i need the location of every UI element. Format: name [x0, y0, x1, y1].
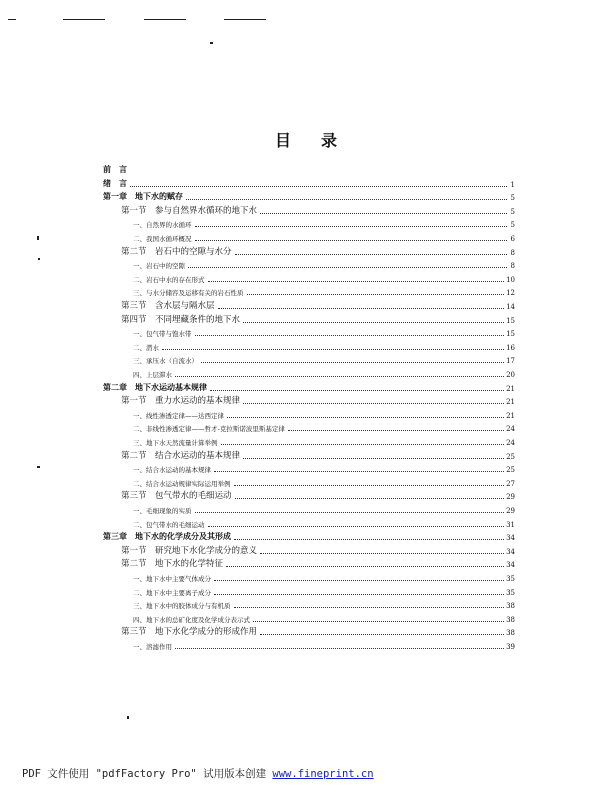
toc-entry-page: 38 — [506, 615, 515, 624]
toc-entry-page: 5 — [510, 207, 515, 216]
dot-leader — [218, 308, 505, 309]
toc-entry-title: 三、地下水中的胶体成分与有机质 — [133, 602, 231, 611]
toc-entry[interactable] — [103, 258, 515, 270]
dot-leader — [221, 444, 505, 445]
dot-leader — [195, 226, 508, 227]
toc-entry-title: 第一节 参与自然界水循环的地下水 — [121, 205, 258, 216]
toc-entry-title: 一、自然界的水循环 — [133, 221, 192, 230]
toc-entry[interactable] — [103, 449, 515, 461]
toc-entry-page: 10 — [506, 275, 515, 284]
toc-entry-page: 15 — [506, 330, 515, 339]
toc-entry-page: 38 — [506, 602, 515, 611]
toc-entry[interactable] — [103, 476, 515, 488]
dot-leader — [260, 553, 504, 554]
toc-entry-title: 第四节 不同埋藏条件的地下水 — [121, 314, 241, 325]
toc-entry-page: 34 — [506, 534, 515, 543]
toc-entry-page: 29 — [506, 493, 515, 502]
toc-entry-page: 34 — [506, 561, 515, 570]
footer-link[interactable]: www.fineprint.cn — [272, 768, 374, 780]
footer-text: PDF 文件使用 "pdfFactory Pro" 试用版本创建 — [22, 768, 273, 780]
top-rule-4 — [224, 19, 266, 20]
dot-leader — [201, 362, 504, 363]
toc-entry-title: 二、潜水 — [133, 343, 159, 352]
toc-entry-page: 24 — [506, 439, 515, 447]
scan-speck — [38, 258, 40, 260]
toc-entry-title: 三、承压水（自流水） — [133, 357, 198, 366]
toc-entry[interactable] — [103, 285, 515, 297]
toc-entry-title: 一、结合水运动的基本规律 — [133, 466, 211, 475]
toc-entry[interactable] — [103, 340, 515, 352]
page-title — [0, 128, 612, 151]
toc-entry-title: 第三节 含水层与隔水层 — [121, 301, 215, 311]
dot-leader — [195, 335, 505, 336]
toc-entry-title: 四、地下水的总矿化度及化学成分表示式 — [133, 615, 250, 624]
dot-leader — [188, 267, 507, 268]
dot-leader — [288, 430, 504, 431]
toc-entry-title: 三、地下水天然流量计算举例 — [133, 439, 218, 447]
toc-entry-title: 第三节 包气带水的毛细运动 — [121, 491, 232, 502]
toc-entry-page: 21 — [506, 398, 515, 407]
toc-entry[interactable] — [103, 544, 515, 556]
toc-entry[interactable] — [103, 217, 515, 229]
toc-entry-page: 25 — [506, 466, 515, 475]
toc-entry-page: 15 — [506, 316, 515, 325]
toc-entry-page: 25 — [506, 452, 515, 461]
toc-entry-page: 1 — [510, 180, 515, 189]
toc-entry[interactable] — [103, 530, 515, 542]
toc-entry-title: 绪 言 — [103, 178, 127, 188]
toc-entry-title: 第三章 地下水的化学成分及其形成 — [103, 532, 231, 542]
toc-entry[interactable] — [103, 435, 515, 447]
top-rule-3 — [144, 19, 186, 20]
dot-leader — [210, 390, 504, 391]
toc-entry-title: 一、毛细现象的实质 — [133, 507, 192, 515]
toc-entry[interactable] — [103, 503, 515, 515]
toc-entry-title: 三、与水分储容及运移有关的岩石性质 — [133, 289, 244, 298]
toc-entry-page: 38 — [506, 629, 515, 638]
dot-leader — [243, 458, 504, 459]
toc-entry[interactable] — [103, 326, 515, 338]
toc-entry[interactable] — [103, 462, 515, 474]
toc-entry-page: 6 — [510, 235, 515, 243]
toc-entry-title: 第一节 重力水运动的基本规律 — [121, 396, 241, 407]
toc-entry[interactable] — [103, 163, 515, 175]
dot-leader — [234, 485, 505, 486]
toc-entry-title: 第三节 地下水化学成分的形成作用 — [121, 627, 258, 638]
dot-leader — [214, 594, 504, 595]
toc-entry-title: 第一节 研究地下水化学成分的意义 — [121, 545, 258, 556]
toc-entry-page: 29 — [506, 507, 515, 515]
toc-entry-page: 8 — [510, 262, 515, 271]
toc-entry-title: 第二节 地下水的化学特征 — [121, 559, 224, 570]
toc-entry[interactable] — [103, 625, 515, 637]
toc-entry-page: 20 — [506, 371, 515, 379]
dot-leader — [186, 199, 507, 200]
dot-leader — [175, 376, 504, 377]
toc-entry-page: 39 — [506, 643, 515, 651]
dot-leader — [208, 281, 505, 282]
toc-entry-title: 一、线性渗透定律——达西定律 — [133, 411, 224, 420]
toc-entry-title: 一、溶滤作用 — [133, 643, 172, 651]
toc-entry-title: 二、非线性渗透定律——哲才-克拉斯诺波里斯基定律 — [133, 425, 285, 434]
toc-entry-title: 第二节 结合水运动的基本规律 — [121, 450, 241, 461]
toc-entry-title: 第二章 地下水运动基本规律 — [103, 382, 207, 392]
pdf-footer — [22, 766, 374, 781]
toc-entry-title: 二、地下水中主要离子成分 — [133, 588, 211, 597]
top-rule-2 — [63, 19, 105, 20]
toc-entry[interactable] — [103, 313, 515, 325]
dot-leader — [234, 607, 505, 608]
toc-entry-title: 第二节 岩石中的空隙与水分 — [121, 246, 232, 257]
dot-leader — [195, 512, 505, 513]
toc-entry[interactable] — [103, 598, 515, 610]
toc-entry-page: 35 — [506, 588, 515, 597]
dot-leader — [208, 526, 505, 527]
toc-entry-title: 二、我国水循环概况 — [133, 235, 192, 243]
scan-speck — [37, 236, 39, 240]
dot-leader — [235, 498, 505, 499]
toc-entry-page: 5 — [510, 194, 515, 203]
title-char-1: 目 — [274, 131, 291, 150]
dot-leader — [214, 580, 504, 581]
toc-entry-page: 34 — [506, 547, 515, 556]
toc-entry-title: 前 言 — [103, 165, 127, 174]
toc-entry-page: 24 — [506, 425, 515, 434]
toc-entry-page: 35 — [506, 575, 515, 583]
toc-entry[interactable] — [103, 489, 515, 501]
toc-entry[interactable] — [103, 381, 515, 393]
dot-leader — [253, 621, 504, 622]
toc-entry[interactable] — [103, 571, 515, 583]
top-rule-1 — [8, 19, 16, 20]
dot-leader — [234, 539, 504, 540]
toc-entry-page: 12 — [506, 289, 515, 298]
dot-leader — [243, 322, 504, 323]
toc-entry-title: 四、上层滞水 — [133, 371, 172, 379]
toc-entry-title: 一、包气带与饱水带 — [133, 330, 192, 339]
dot-leader — [162, 349, 504, 350]
toc-entry[interactable] — [103, 612, 515, 624]
toc-entry-page: 17 — [506, 357, 515, 366]
dot-leader — [247, 294, 505, 295]
toc-entry[interactable] — [103, 190, 515, 202]
dot-leader — [226, 566, 504, 567]
toc-entry[interactable] — [103, 204, 515, 216]
dot-leader — [260, 634, 504, 635]
toc-entry-title: 二、包气带水的毛细运动 — [133, 520, 205, 529]
dot-leader — [214, 471, 504, 472]
toc-entry[interactable] — [103, 245, 515, 257]
toc-entry-title: 二、岩石中水的存在形式 — [133, 275, 205, 284]
dot-leader — [175, 648, 504, 649]
toc-entry[interactable] — [103, 272, 515, 284]
dot-leader — [235, 254, 507, 255]
dot-leader — [130, 186, 507, 187]
toc-entry[interactable] — [103, 299, 515, 311]
toc-entry[interactable] — [103, 517, 515, 529]
dot-leader — [260, 213, 507, 214]
toc-entry-page: 16 — [506, 343, 515, 352]
toc-entry[interactable] — [103, 394, 515, 406]
toc-entry[interactable] — [103, 557, 515, 569]
scan-speck — [37, 466, 40, 468]
toc-entry[interactable] — [103, 367, 515, 379]
toc-entry[interactable] — [103, 421, 515, 433]
toc-entry-page: 31 — [506, 520, 515, 529]
toc-entry-title: 一、地下水中主要气体成分 — [133, 575, 211, 583]
toc-entry-page: 8 — [510, 248, 515, 257]
toc-entry-title: 一、岩石中的空隙 — [133, 262, 185, 271]
scan-speck — [127, 716, 129, 719]
toc-entry[interactable] — [103, 177, 515, 189]
toc-entry-title: 第一章 地下水的赋存 — [103, 192, 183, 202]
scan-speck — [210, 42, 213, 44]
dot-leader — [243, 403, 504, 404]
toc-entry[interactable] — [103, 639, 515, 651]
toc-entry-title: 二、结合水运动规律实际运用举例 — [133, 479, 231, 488]
title-char-2: 录 — [321, 131, 338, 150]
toc-entry[interactable] — [103, 231, 515, 243]
toc-entry[interactable] — [103, 585, 515, 597]
toc-entry-page: 21 — [506, 384, 515, 393]
toc-entry-page: 14 — [506, 303, 515, 311]
dot-leader — [195, 240, 508, 241]
toc-entry-page: 5 — [510, 221, 515, 230]
toc-entry-page: 21 — [506, 411, 515, 420]
toc-entry-page: 27 — [506, 479, 515, 488]
dot-leader — [227, 417, 504, 418]
toc-entry[interactable] — [103, 353, 515, 365]
toc-entry[interactable] — [103, 408, 515, 420]
